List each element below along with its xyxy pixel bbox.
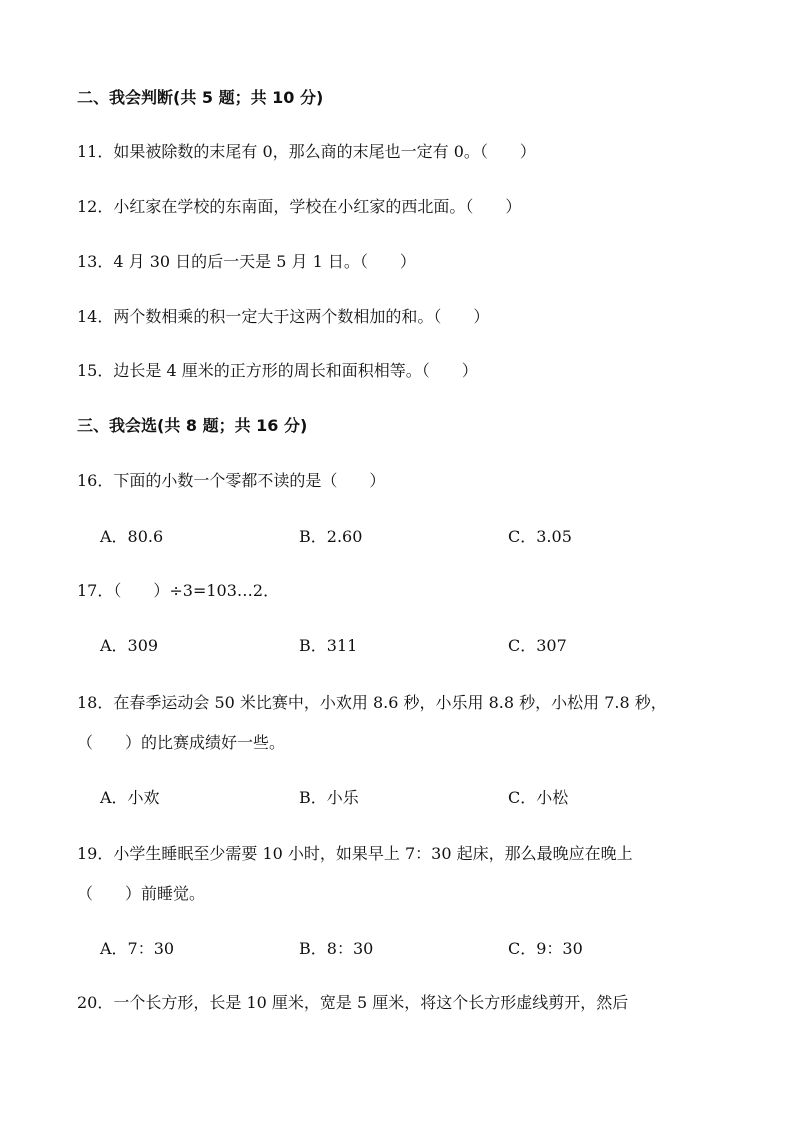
q17-option-c: C．307: [508, 636, 567, 655]
q16-option-a: A．80.6: [100, 527, 164, 546]
question-20: 20．一个长方形，长是 10 厘米，宽是 5 厘米，将这个长方形虚线剪开，然后: [77, 993, 629, 1012]
q19-option-c: C．9：30: [508, 939, 583, 958]
q18-option-a: A．小欢: [100, 788, 160, 807]
q17-option-b: B．311: [299, 636, 358, 655]
question-13: 13．4 月 30 日的后一天是 5 月 1 日。（ ）: [77, 252, 416, 271]
question-16: 16．下面的小数一个零都不读的是（ ）: [77, 471, 386, 490]
q17-option-a: A．309: [100, 636, 159, 655]
section3-heading: 三、我会选(共 8 题；共 16 分): [77, 416, 308, 435]
question-12: 12．小红家在学校的东南面，学校在小红家的西北面。（ ）: [77, 197, 522, 216]
question-19-cont: （ ）前睡觉。: [77, 884, 206, 903]
question-15: 15．边长是 4 厘米的正方形的周长和面积相等。（ ）: [77, 361, 478, 380]
q16-option-c: C．3.05: [508, 527, 572, 546]
question-19: 19．小学生睡眠至少需要 10 小时，如果早上 7：30 起床，那么最晚应在晚上: [77, 844, 633, 863]
q18-option-c: C．小松: [508, 788, 569, 807]
question-17: 17．（ ）÷3=103…2．: [77, 581, 280, 600]
question-11: 11．如果被除数的末尾有 0，那么商的末尾也一定有 0。（ ）: [77, 142, 536, 161]
q16-option-b: B．2.60: [299, 527, 363, 546]
section2-heading: 二、我会判断(共 5 题；共 10 分): [77, 88, 324, 107]
question-14: 14．两个数相乘的积一定大于这两个数相加的和。（ ）: [77, 307, 490, 326]
q19-option-a: A．7：30: [100, 939, 175, 958]
q18-option-b: B．小乐: [299, 788, 359, 807]
q19-option-b: B．8：30: [299, 939, 374, 958]
question-18-cont: （ ）的比赛成绩好一些。: [77, 733, 286, 752]
question-18: 18．在春季运动会 50 米比赛中，小欢用 8.6 秒，小乐用 8.8 秒，小松用 7.8 秒，: [77, 693, 667, 712]
